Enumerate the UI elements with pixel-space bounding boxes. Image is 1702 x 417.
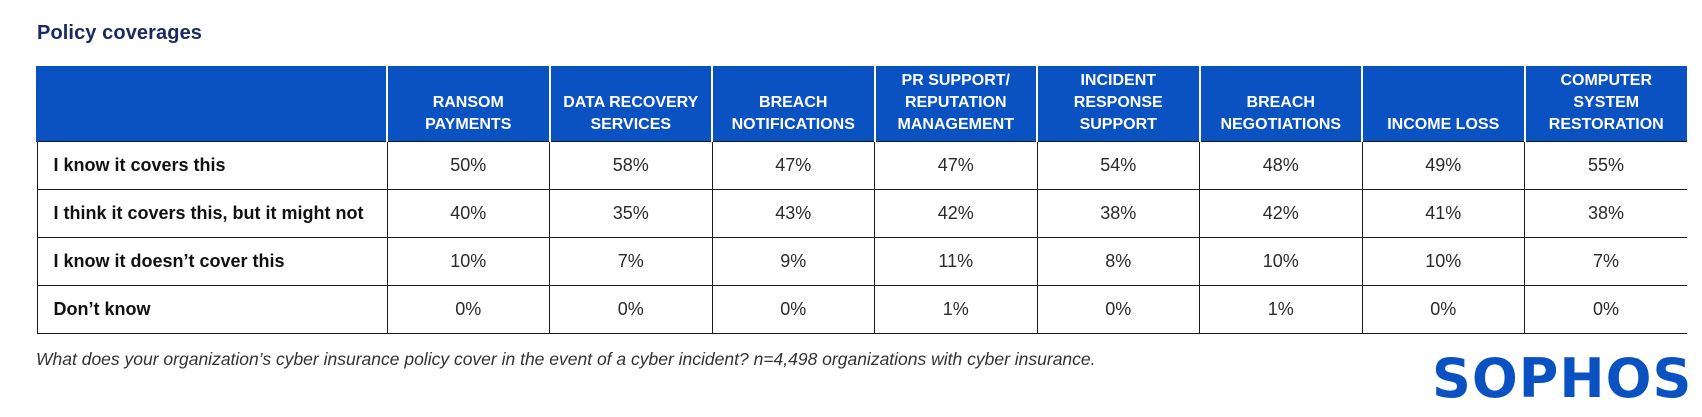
row-label: I know it doesn’t cover this [37, 238, 387, 286]
table-corner-cell [37, 66, 387, 142]
table-cell: 50% [387, 142, 550, 190]
table-cell: 42% [1200, 190, 1363, 238]
table-cell: 47% [712, 142, 875, 190]
table-cell: 10% [1362, 238, 1525, 286]
column-header-ransom-payments: RANSOM PAYMENTS [387, 66, 550, 142]
table-cell: 55% [1525, 142, 1688, 190]
row-label: Don’t know [37, 286, 387, 334]
table-row [37, 238, 1687, 286]
column-header-income-loss: INCOME LOSS [1362, 66, 1525, 142]
survey-caption: What does your organization’s cyber insurance policy cover in the event of a cyber incident? n=4,498 organizations with cyber insurance. [36, 349, 1096, 369]
table-cell: 41% [1362, 190, 1525, 238]
page-title: Policy coverages [37, 22, 203, 44]
table-cell: 43% [712, 190, 875, 238]
table-cell: 1% [1200, 286, 1363, 334]
table-row [37, 142, 1687, 190]
sophos-logo: SOPHOS [1432, 347, 1693, 410]
table-cell: 1% [875, 286, 1038, 334]
table-cell: 9% [712, 238, 875, 286]
table-row [37, 286, 1687, 334]
table-cell: 35% [550, 190, 713, 238]
policy-coverage-table [36, 66, 1687, 334]
table-cell: 0% [1525, 286, 1688, 334]
table-cell: 54% [1037, 142, 1200, 190]
table-cell: 0% [387, 286, 550, 334]
table-cell: 47% [875, 142, 1038, 190]
table-cell: 58% [550, 142, 713, 190]
table-cell: 0% [1362, 286, 1525, 334]
row-label: I know it covers this [37, 142, 387, 190]
table-cell: 38% [1037, 190, 1200, 238]
table-cell: 49% [1362, 142, 1525, 190]
table-cell: 42% [875, 190, 1038, 238]
table-cell: 0% [1037, 286, 1200, 334]
table-cell: 0% [712, 286, 875, 334]
column-header-data-recovery-services: DATA RECOVERY SERVICES [550, 66, 713, 142]
table-cell: 48% [1200, 142, 1363, 190]
column-header-incident-response-support: INCIDENT RESPONSE SUPPORT [1037, 66, 1200, 142]
table-cell: 0% [550, 286, 713, 334]
table-cell: 11% [875, 238, 1038, 286]
column-header-breach-negotiations: BREACH NEGOTIATIONS [1200, 66, 1363, 142]
column-header-pr-support: PR SUPPORT/ REPUTATION MANAGEMENT [875, 66, 1038, 142]
table-cell: 10% [387, 238, 550, 286]
table-cell: 40% [387, 190, 550, 238]
column-header-computer-system-restoration: COMPUTER SYSTEM RESTORATION [1525, 66, 1688, 142]
table-cell: 10% [1200, 238, 1363, 286]
row-label: I think it covers this, but it might not [37, 190, 387, 238]
table-cell: 8% [1037, 238, 1200, 286]
table-header-row [37, 66, 1687, 142]
table-cell: 38% [1525, 190, 1688, 238]
table-cell: 7% [550, 238, 713, 286]
column-header-breach-notifications: BREACH NOTIFICATIONS [712, 66, 875, 142]
table-cell: 7% [1525, 238, 1688, 286]
table-row [37, 190, 1687, 238]
